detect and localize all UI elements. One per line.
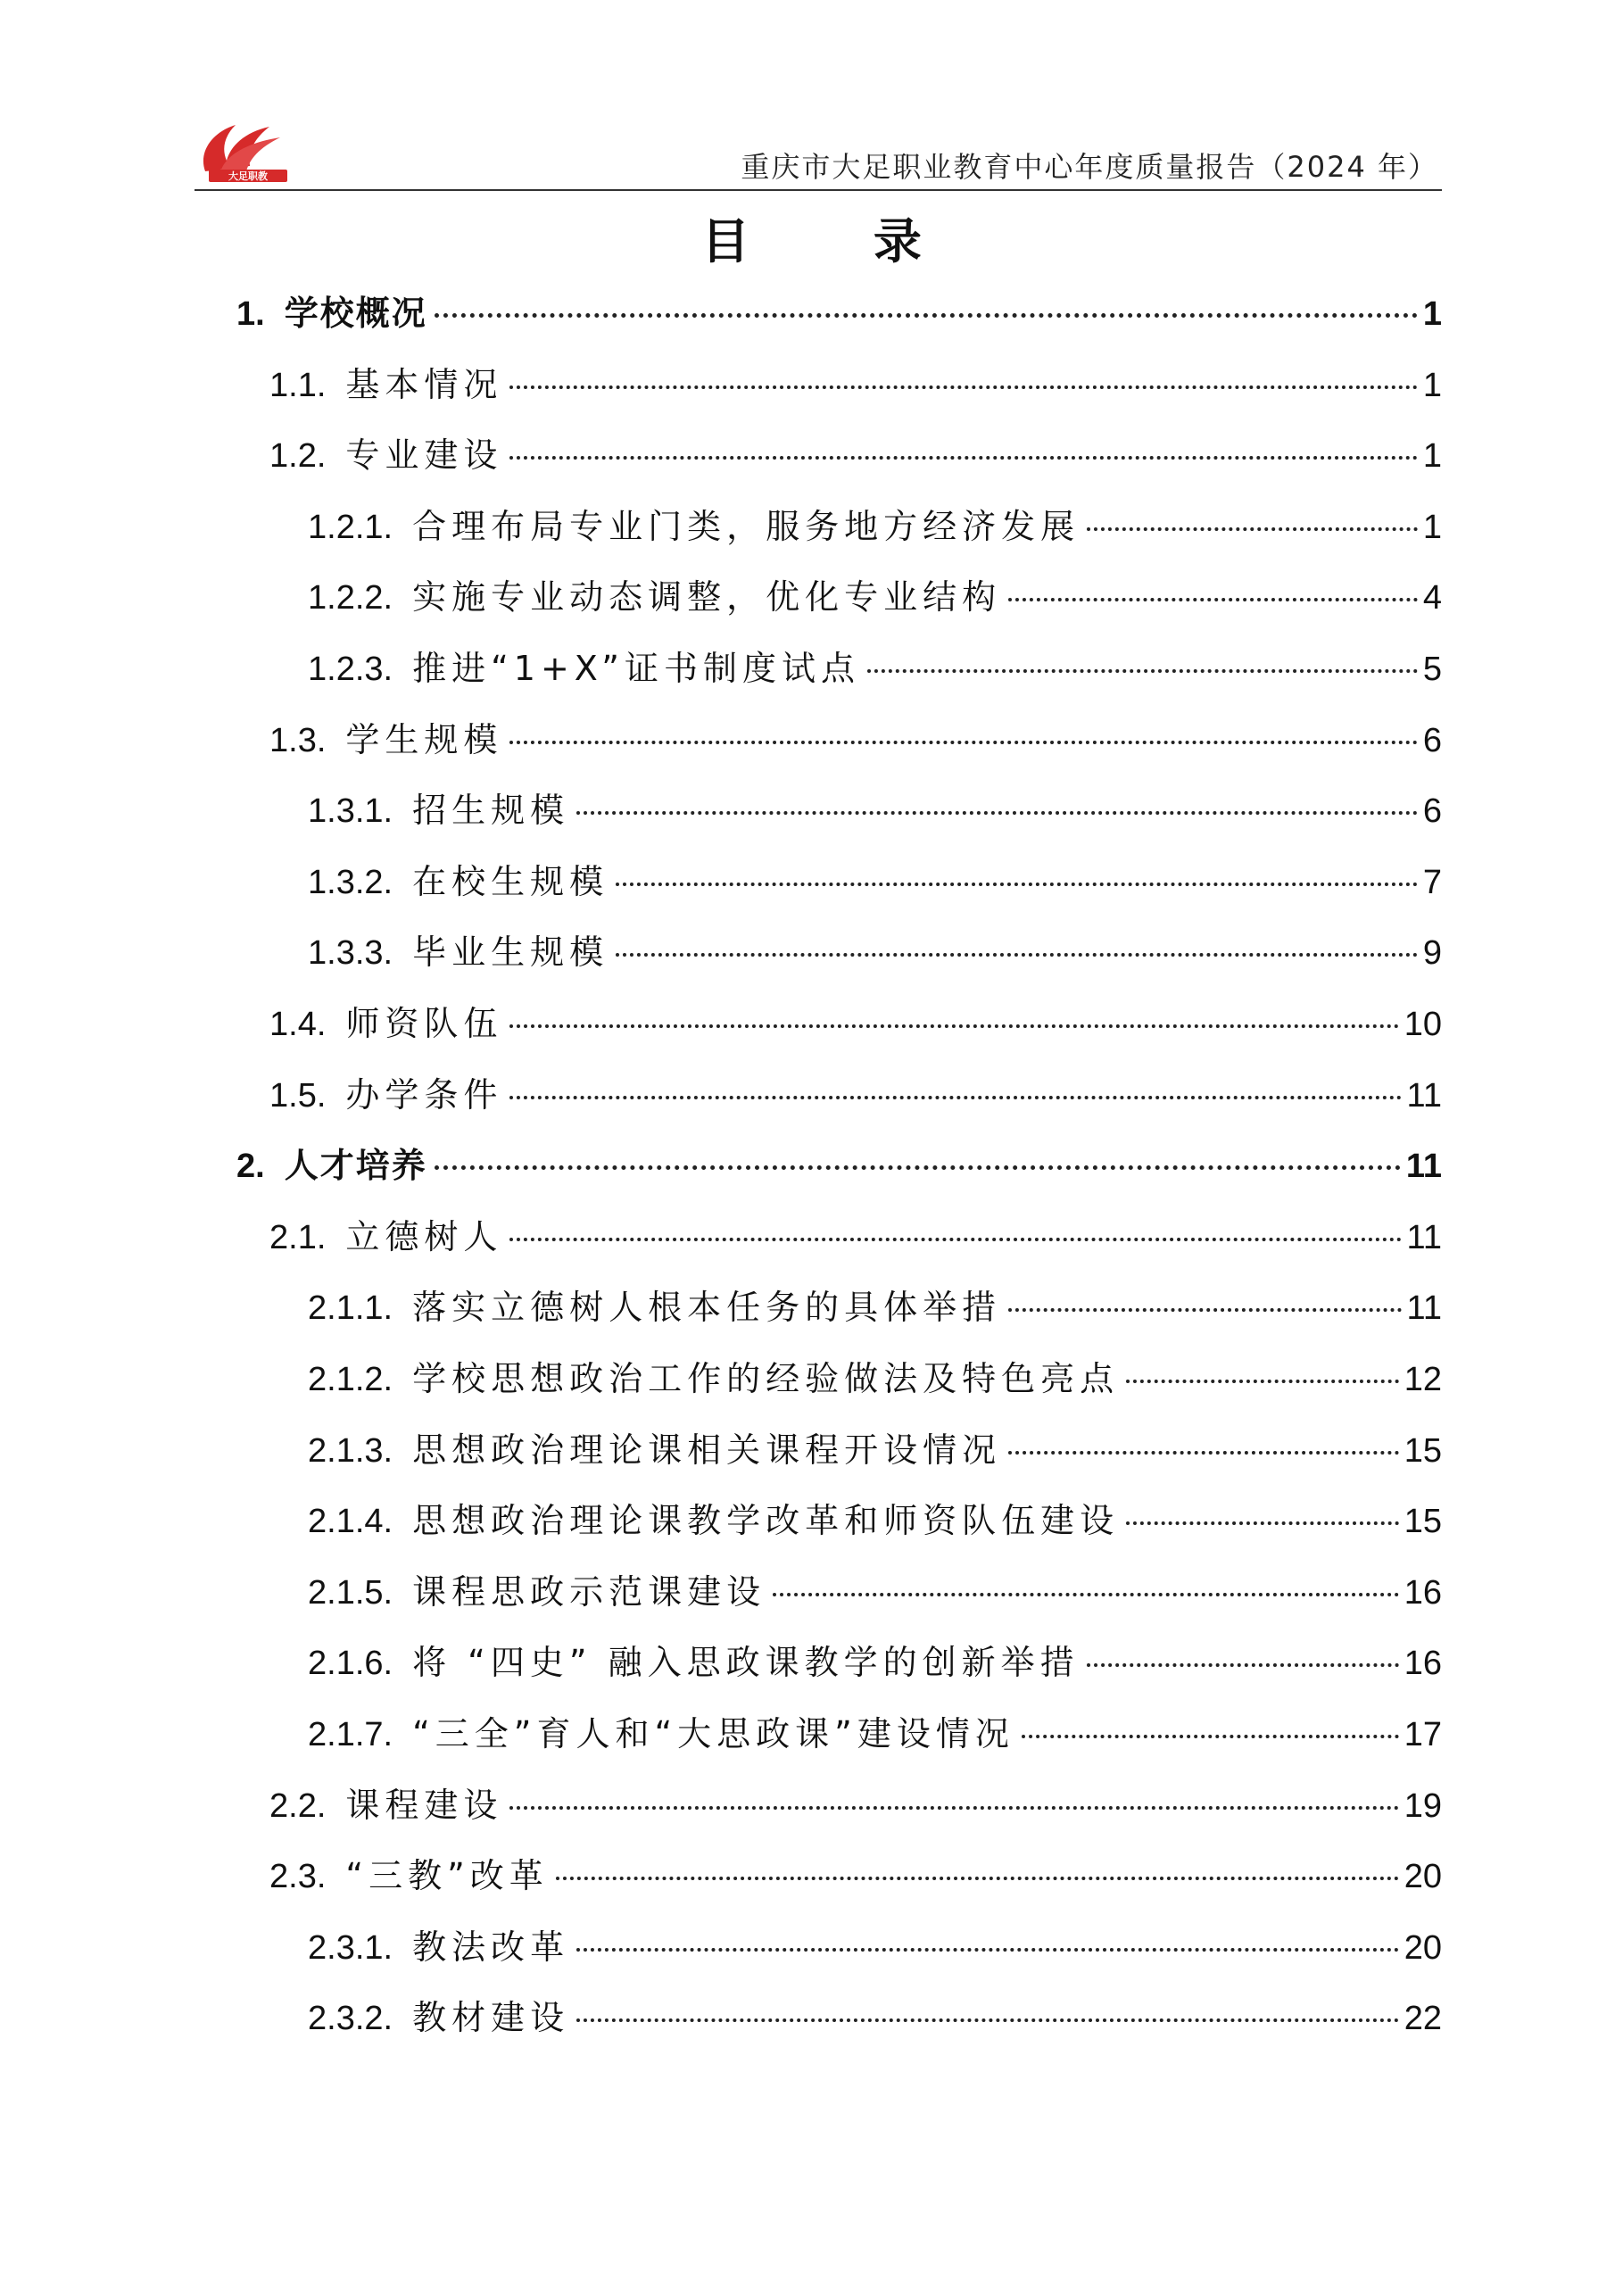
toc-entry-number: 1. <box>236 295 265 333</box>
page-header <box>195 107 1442 189</box>
toc-dot-leader <box>576 811 1418 815</box>
toc-dot-leader <box>556 1877 1399 1880</box>
toc-entry-number: 1.3.2. <box>308 863 393 901</box>
toc-entry-page: 20 <box>1404 1928 1442 1967</box>
toc-entry-label: 学校思想政治工作的经验做法及特色亮点 <box>412 1359 1120 1398</box>
toc-entry-label: 人才培养 <box>284 1146 427 1186</box>
toc-entry-page: 16 <box>1404 1573 1442 1612</box>
toc-entry[interactable] <box>308 1564 1442 1618</box>
toc-entry[interactable] <box>236 1138 1442 1191</box>
toc-dot-leader <box>435 313 1418 318</box>
toc-entry-label: 落实立德树人根本任务的具体举措 <box>412 1288 1002 1328</box>
toc-entry[interactable] <box>308 1990 1442 2043</box>
school-logo <box>195 116 302 187</box>
toc-dot-leader <box>1008 1308 1401 1312</box>
toc-entry-label: 在校生规模 <box>412 861 609 901</box>
toc-dot-leader <box>1022 1735 1399 1738</box>
toc-entry-page: 19 <box>1404 1786 1442 1825</box>
toc-entry-page: 6 <box>1422 721 1442 759</box>
toc-entry-page: 5 <box>1422 651 1442 688</box>
toc-entry-page: 11 <box>1406 1289 1442 1328</box>
toc-dot-leader <box>509 1024 1398 1028</box>
toc-entry-number: 2.1. <box>269 1218 327 1256</box>
toc-entry-number: 2.3.1. <box>308 1928 393 1967</box>
toc-entry-page: 20 <box>1404 1858 1442 1896</box>
toc-entry-page: 11 <box>1406 1218 1442 1256</box>
toc-entry-page: 1 <box>1422 437 1442 476</box>
toc-dot-leader <box>576 1948 1399 1952</box>
toc-entry[interactable] <box>308 1635 1442 1688</box>
toc-entry[interactable] <box>269 357 1442 410</box>
toc-entry-number: 1.4. <box>269 1006 327 1043</box>
toc-dot-leader <box>1087 527 1418 531</box>
toc-entry-label: 教材建设 <box>412 1998 570 2038</box>
toc-dot-leader <box>1008 598 1418 601</box>
toc-dot-leader <box>509 741 1417 744</box>
toc-entry-page: 1 <box>1422 295 1442 333</box>
toc-entry[interactable] <box>308 1493 1442 1546</box>
toc-entry-number: 1.2.1. <box>308 508 393 546</box>
toc-entry-page: 7 <box>1422 863 1442 901</box>
toc-entry[interactable] <box>269 1209 1442 1263</box>
toc-entry-page: 1 <box>1422 508 1442 546</box>
toc-entry-page: 12 <box>1404 1361 1442 1398</box>
toc-entry-label: “三教”改革 <box>345 1856 549 1896</box>
toc-entry[interactable] <box>308 1280 1442 1333</box>
toc-entry-page: 11 <box>1406 1076 1442 1115</box>
toc-entry-label: 课程思政示范课建设 <box>412 1571 766 1612</box>
toc-entry-number: 2.1.3. <box>308 1431 393 1470</box>
toc-entry-number: 2.1.1. <box>308 1289 393 1328</box>
toc-entry-label: 教法改革 <box>412 1927 570 1967</box>
toc-dot-leader <box>616 883 1418 886</box>
toc-entry-label: 专业建设 <box>345 435 503 476</box>
toc-entry-label: 招生规模 <box>412 791 570 831</box>
toc-dot-leader <box>435 1165 1401 1170</box>
toc-dot-leader <box>773 1593 1399 1596</box>
toc-entry-number: 2.3.2. <box>308 2000 393 2038</box>
toc-entry[interactable] <box>269 712 1442 766</box>
toc-entry-page: 10 <box>1404 1006 1442 1043</box>
toc-entry-page: 6 <box>1422 792 1442 831</box>
toc-dot-leader <box>867 669 1418 673</box>
toc-dot-leader <box>1126 1521 1399 1525</box>
toc-entry-page: 4 <box>1422 579 1442 618</box>
toc-entry-label: 实施专业动态调整，优化专业结构 <box>412 577 1002 618</box>
toc-entry[interactable] <box>308 641 1442 694</box>
toc-dot-leader <box>616 953 1418 957</box>
toc-entry[interactable] <box>308 499 1442 552</box>
toc-entry-label: 基本情况 <box>345 364 503 404</box>
toc-entry-label: 学生规模 <box>345 719 503 759</box>
toc-entry[interactable] <box>308 1422 1442 1476</box>
toc-entry-label: 办学条件 <box>345 1074 503 1115</box>
toc-entry-number: 2.3. <box>269 1858 327 1896</box>
toc-dot-leader <box>1087 1663 1399 1667</box>
toc-dot-leader <box>509 1238 1401 1241</box>
toc-entry-label: 推进“1+X”证书制度试点 <box>412 649 860 688</box>
logo-text: 大足职教 <box>228 170 268 182</box>
toc-entry[interactable] <box>308 783 1442 836</box>
toc-entry-number: 2.1.2. <box>308 1361 393 1398</box>
toc-entry[interactable] <box>308 1706 1442 1760</box>
toc-entry-page: 17 <box>1404 1716 1442 1753</box>
toc-entry-label: 课程建设 <box>345 1785 503 1825</box>
toc-entry[interactable] <box>308 569 1442 623</box>
toc-entry-number: 2.1.6. <box>308 1645 393 1683</box>
toc-entry[interactable] <box>308 854 1442 908</box>
toc-entry[interactable] <box>308 1919 1442 1973</box>
toc-entry-page: 15 <box>1404 1431 1442 1470</box>
toc-entry[interactable] <box>269 1067 1442 1121</box>
toc-entry-label: 学校概况 <box>284 294 427 333</box>
toc-entry-label: 合理布局专业门类，服务地方经济发展 <box>412 506 1081 546</box>
toc-entry-number: 1.3.3. <box>308 934 393 973</box>
toc-entry-number: 1.3. <box>269 721 327 759</box>
toc-entry-page: 9 <box>1422 934 1442 973</box>
toc-entry-page: 22 <box>1404 2000 1442 2038</box>
toc-dot-leader <box>509 385 1417 389</box>
toc-entry-number: 2.1.4. <box>308 1503 393 1541</box>
header-divider <box>195 189 1442 191</box>
toc-entry-label: 立德树人 <box>345 1216 503 1256</box>
toc-entry-label: 思想政治理论课相关课程开设情况 <box>412 1430 1002 1470</box>
toc-entry-number: 1.1. <box>269 366 327 404</box>
toc-entry-number: 1.2.3. <box>308 651 393 688</box>
toc-entry[interactable] <box>269 1778 1442 1831</box>
toc-entry-number: 2.1.5. <box>308 1573 393 1612</box>
toc-dot-leader <box>509 456 1417 460</box>
toc-entry[interactable] <box>269 996 1442 1049</box>
header-title: 重庆市大足职业教育中心年度质量报告（2024 年） <box>741 150 1438 184</box>
toc-entry[interactable] <box>269 427 1442 481</box>
toc-entry[interactable] <box>269 1848 1442 1902</box>
toc-entry[interactable] <box>308 1351 1442 1405</box>
toc-entry-number: 1.2.2. <box>308 579 393 618</box>
toc-entry-number: 2.2. <box>269 1786 327 1825</box>
toc-dot-leader <box>509 1096 1401 1099</box>
toc-entry-label: 师资队伍 <box>345 1004 503 1043</box>
toc-entry-label: 将 “四史” 融入思政课教学的创新举措 <box>412 1643 1080 1683</box>
toc-entry-label: 毕业生规模 <box>412 932 609 973</box>
toc-entry-page: 11 <box>1405 1148 1442 1186</box>
toc-entry-page: 1 <box>1422 366 1442 404</box>
toc-entry[interactable] <box>236 286 1442 339</box>
toc-entry-page: 16 <box>1404 1645 1442 1683</box>
toc-entry-number: 1.3.1. <box>308 792 393 831</box>
toc-entry-number: 1.5. <box>269 1076 327 1115</box>
toc-entry-label: 思想政治理论课教学改革和师资队伍建设 <box>412 1501 1120 1541</box>
toc-title: 目 录 <box>701 213 975 269</box>
toc-entry-label: “三全”育人和“大思政课”建设情况 <box>412 1714 1014 1753</box>
toc-entry-page: 15 <box>1404 1503 1442 1541</box>
toc-entry-number: 2.1.7. <box>308 1716 393 1753</box>
toc-entry[interactable] <box>308 924 1442 978</box>
toc-dot-leader <box>509 1806 1398 1810</box>
toc-dot-leader <box>576 2018 1399 2022</box>
toc-dot-leader <box>1126 1380 1399 1383</box>
toc-entry-number: 1.2. <box>269 437 327 476</box>
toc-entry-number: 2. <box>236 1148 265 1186</box>
toc-dot-leader <box>1008 1451 1399 1455</box>
